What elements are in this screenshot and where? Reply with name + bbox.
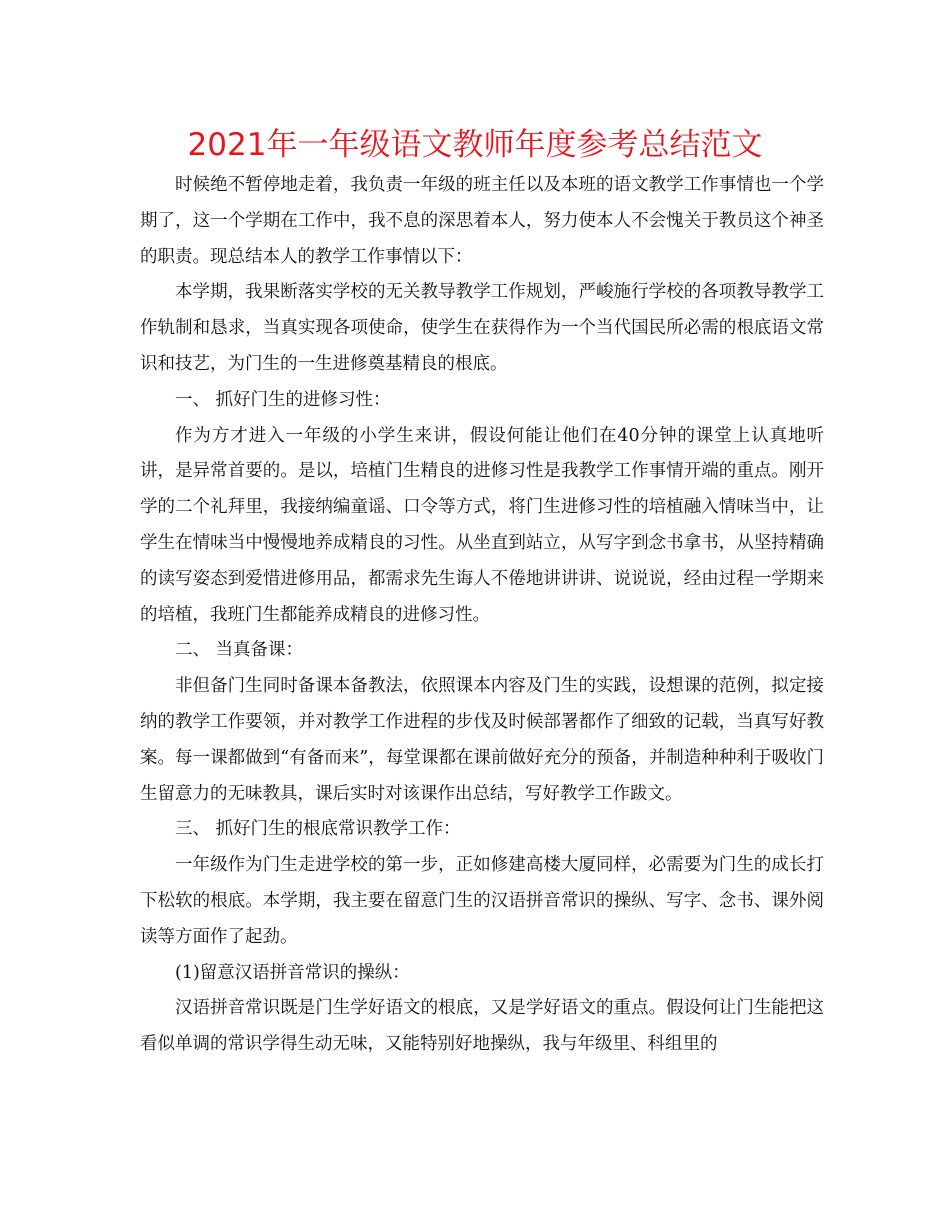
paragraph-semester: 本学期，我果断落实学校的无关教导教学工作规划，严峻施行学校的各项教导教学工作轨制和恳求，当真实现各项使命，使学生在获得作为一个当代国民所必需的根底语文常识和技艺，为门生的一生进修奠基精良的根底。: [140, 282, 824, 374]
paragraph-foundation: 一年级作为门生走进学校的第一步，正如修建高楼大厦同样，必需要为门生的成长打下松软的根底。本学期，我主要在留意门生的汉语拼音常识的操纵、写字、念书、课外阅读等方面作了起劲。: [140, 855, 824, 947]
document-title: 2021年一年级语文教师年度参考总结范文: [187, 127, 763, 163]
document-body: [140, 168, 824, 1063]
paragraph-lesson-prep: 非但备门生同时备课本备教法，依照课本内容及门生的实践，设想课的范例，拟定接纳的教学工作要领，并对教学工作进程的步伐及时候部署都作了细致的记载，当真写好教案。每一课都做到“有备而来”，每堂课都在课前做好充分的预备，并制造种种利于吸收门生留意力的无味教具，课后实时对该课作出总结，写好教学工作跋文。: [140, 676, 824, 804]
paragraph-intro: 时候绝不暂停地走着，我负责一年级的班主任以及本班的语文教学工作事情也一个学期了，这一个学期在工作中，我不息的深思着本人，努力使本人不会愧关于教员这个神圣的职责。现总结本人的教学工作事情以下：: [140, 175, 824, 267]
section-heading-1: 一、 抓好门生的进修习性：: [175, 389, 391, 410]
section-heading-3: 三、 抓好门生的根底常识教学工作：: [175, 819, 461, 840]
paragraph-pinyin: 汉语拼音常识既是门生学好语文的根底，又是学好语文的重点。假设何让门生能把这看似单调的常识学得生动无味，又能特别好地操纵，我与年级里、科组里的: [140, 998, 824, 1055]
section-heading-2: 二、 当真备课：: [175, 640, 304, 661]
paragraph-habits: 作为方才进入一年级的小学生来讲，假设何能让他们在40分钟的课堂上认真地听讲，是异常首要的。是以，培植门生精良的进修习性是我教学工作事情开端的重点。刚开学的二个礼拜里，我接纳编童谣、口令等方式，将门生进修习性的培植融入情味当中，让学生在情味当中慢慢地养成精良的习性。从坐直到站立，从写字到念书拿书，从坚持精确的读写姿态到爱惜进修用品，都需求先生诲人不倦地讲讲讲、说说说，经由过程一学期来的培植，我班门生都能养成精良的进修习性。: [140, 425, 824, 625]
subsection-heading-pinyin: (1)留意汉语拼音常识的操纵：: [175, 962, 410, 983]
